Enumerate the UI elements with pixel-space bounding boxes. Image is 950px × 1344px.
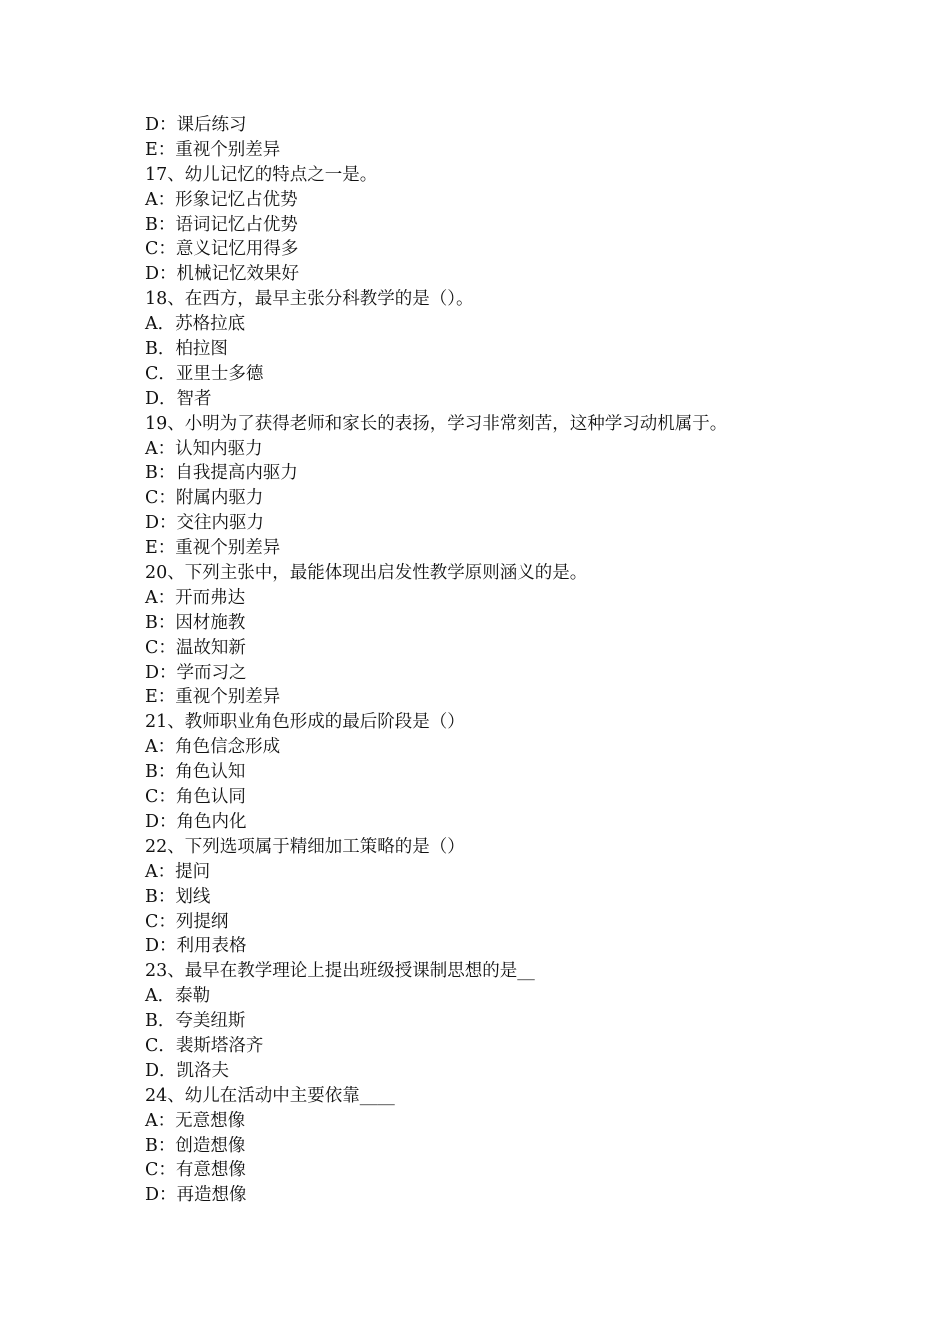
option-text: B：创造想像 (145, 1135, 246, 1156)
option-text: B：语词记忆占优势 (145, 214, 298, 235)
option-text: D．智者 (145, 388, 212, 409)
option-text: D：再造想像 (145, 1185, 247, 1206)
question-text: 17、幼儿记忆的特点之一是。 (145, 164, 378, 185)
option-text: C：意义记忆用得多 (145, 239, 299, 260)
option-text: B：因材施教 (145, 612, 246, 633)
option-text: D：学而习之 (145, 662, 247, 683)
question-text: 19、小明为了获得老师和家长的表扬，学习非常刻苦，这种学习动机属于。 (145, 413, 728, 434)
option-text: C．亚里士多德 (145, 363, 264, 384)
option-text: A．泰勒 (145, 986, 211, 1007)
option-text: D：交往内驱力 (145, 513, 265, 534)
option-text: B：自我提高内驱力 (145, 463, 298, 484)
option-text: A：角色信念形成 (145, 737, 281, 758)
option-text: E：重视个别差异 (145, 139, 281, 160)
option-text: E：重视个别差异 (145, 687, 281, 708)
option-text: D：课后练习 (145, 115, 247, 135)
question-text: 22、下列选项属于精细加工策略的是（） (145, 836, 465, 857)
option-text: B．夸美纽斯 (145, 1011, 246, 1032)
question-text: 23、最早在教学理论上提出班级授课制思想的是__ (145, 961, 535, 982)
option-text: A：认知内驱力 (145, 438, 263, 459)
option-text: D：机械记忆效果好 (145, 264, 300, 285)
option-text: B．柏拉图 (145, 339, 228, 360)
question-text: 21、教师职业角色形成的最后阶段是（） (145, 712, 465, 733)
option-text: C：附属内驱力 (145, 488, 264, 509)
option-text: B：划线 (145, 886, 211, 907)
question-text: 18、在西方，最早主张分科教学的是（）。 (145, 289, 474, 310)
option-text: B：角色认知 (145, 762, 246, 783)
option-text: C．裴斯塔洛齐 (145, 1035, 264, 1056)
document-page (145, 113, 865, 1208)
option-text: A：形象记忆占优势 (145, 189, 298, 210)
option-text: D．凯洛夫 (145, 1060, 230, 1081)
option-text: C：有意想像 (145, 1160, 246, 1181)
question-text: 24、幼儿在活动中主要依靠____ (145, 1085, 395, 1106)
option-text: A：无意想像 (145, 1110, 246, 1131)
option-text: C：列提纲 (145, 911, 229, 932)
option-text: D：利用表格 (145, 936, 247, 957)
question-text: 20、下列主张中，最能体现出启发性教学原则涵义的是。 (145, 563, 588, 584)
option-text: D：角色内化 (145, 811, 247, 832)
option-text: A：开而弗达 (145, 587, 246, 608)
option-text: C：温故知新 (145, 637, 246, 658)
option-text: A：提问 (145, 861, 211, 882)
option-text: C：角色认同 (145, 787, 246, 808)
option-text: E：重视个别差异 (145, 538, 281, 559)
option-text: A．苏格拉底 (145, 314, 246, 335)
